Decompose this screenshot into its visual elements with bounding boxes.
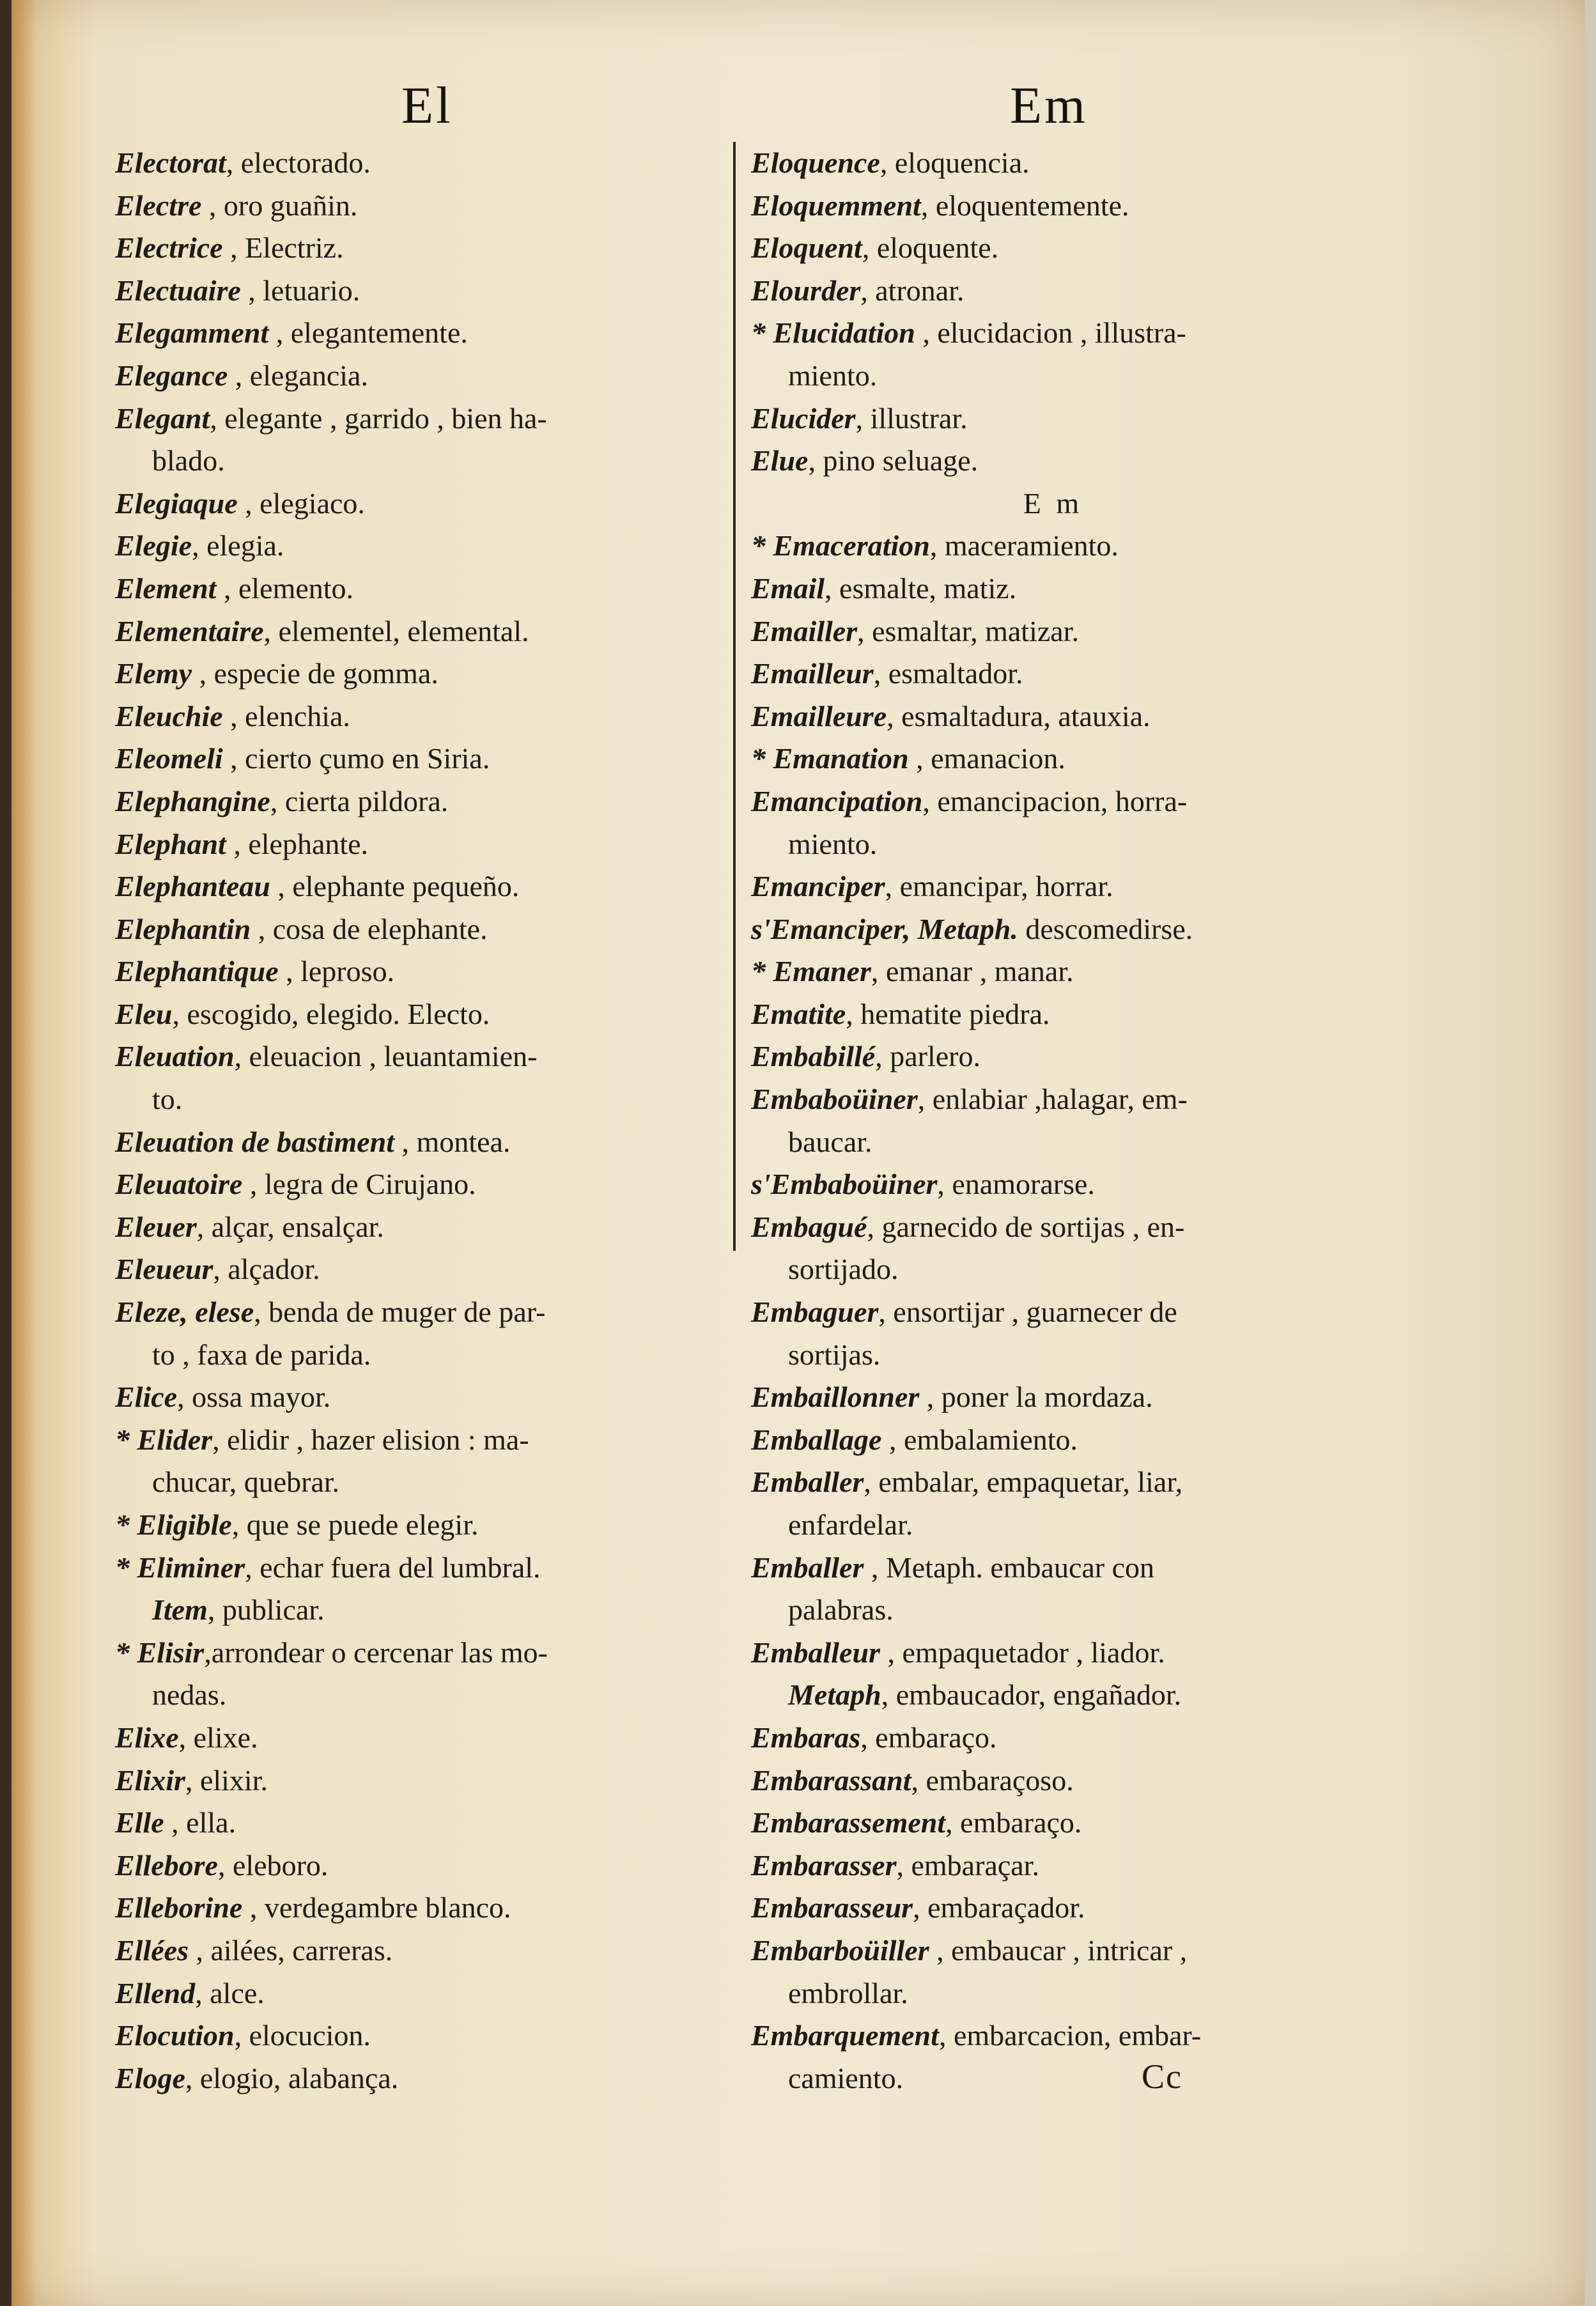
dictionary-entry: [751, 2057, 1355, 2100]
entry-headword: Elephantin: [115, 912, 251, 945]
entry-definition: , ossa mayor.: [177, 1381, 331, 1414]
dictionary-entry: [115, 568, 719, 610]
dictionary-entry: [115, 993, 719, 1036]
dictionary-entry: [115, 1291, 719, 1334]
dictionary-entry: [115, 1376, 719, 1419]
entry-headword: Electorat: [115, 146, 226, 179]
dictionary-entry: [115, 1632, 719, 1675]
dictionary-entry: [751, 1674, 1355, 1717]
entry-definition: , que se puede elegir.: [231, 1508, 479, 1541]
entry-headword: Embabillé: [751, 1040, 876, 1073]
dictionary-entry: [751, 1121, 1355, 1164]
entry-headword: Elephanteau: [115, 870, 270, 903]
entry-definition: , benda de muger de par-: [254, 1296, 546, 1329]
entry-definition: , embarcacion, embar-: [938, 2019, 1202, 2052]
dictionary-entry: [751, 568, 1355, 610]
entry-definition: , elephante.: [226, 827, 369, 860]
entry-headword: Eloquence: [751, 146, 880, 179]
entry-definition: , especie de gomma.: [192, 657, 438, 690]
dictionary-entry: [751, 653, 1355, 695]
entry-definition: sortijas.: [788, 1338, 881, 1371]
dictionary-entry: [751, 398, 1355, 440]
dictionary-entry: [751, 1504, 1355, 1547]
entry-definition: , elegantemente.: [268, 316, 468, 350]
entry-headword: Elegance: [115, 359, 228, 392]
entry-definition: , elementel, elemental.: [263, 614, 529, 647]
dictionary-entry: [751, 865, 1355, 908]
entry-definition: , publicar.: [207, 1593, 325, 1627]
entry-definition: , emancipacion, horra-: [922, 784, 1188, 817]
dictionary-entry: [115, 1845, 719, 1887]
entry-definition: , enlabiar ,halagar, em-: [917, 1083, 1188, 1116]
left-column: [115, 142, 719, 2100]
entry-headword: Eleomeli: [115, 742, 223, 775]
dictionary-entry: [751, 1078, 1355, 1121]
dictionary-entry: [115, 142, 719, 185]
entry-definition: , parlero.: [875, 1040, 980, 1073]
entry-headword: Eleuchie: [115, 699, 223, 732]
entry-headword: Emballeur: [751, 1636, 880, 1669]
dictionary-entry: [751, 1461, 1355, 1504]
entry-headword: Emailleur: [751, 657, 874, 690]
entry-definition: , elucidacion , illustra-: [915, 316, 1186, 350]
entry-definition: , garnecido de sortijas , en-: [867, 1210, 1185, 1243]
entry-definition: , Electriz.: [222, 231, 344, 265]
entry-definition: , esmaltar, matizar.: [857, 614, 1079, 647]
section-heading-text: E m: [1023, 486, 1083, 520]
entry-definition: , embaraço.: [945, 1806, 1082, 1839]
dictionary-entry: [115, 950, 719, 993]
entry-headword: Eloquent: [751, 231, 862, 265]
entry-headword: Emailleure: [751, 699, 887, 732]
entry-definition: baucar.: [788, 1125, 872, 1158]
dictionary-entry: [751, 695, 1355, 738]
dictionary-entry: [115, 1035, 719, 1078]
dictionary-entry: [115, 398, 719, 440]
entry-definition: , elegante , garrido , bien ha-: [210, 401, 547, 435]
entry-headword: Embaillonner: [751, 1381, 920, 1414]
entry-definition: , embaucador, engañador.: [881, 1678, 1182, 1712]
entry-headword: Emailler: [751, 614, 858, 647]
entry-definition: , elogio, alabança.: [185, 2061, 399, 2094]
dictionary-entry: [115, 780, 719, 823]
dictionary-entry: [751, 1589, 1355, 1632]
entry-headword: Elixe: [115, 1721, 179, 1754]
entry-definition: , embalar, empaquetar, liar,: [864, 1466, 1183, 1499]
dictionary-entry: [115, 1930, 719, 1972]
dictionary-entry: [751, 1291, 1355, 1334]
entry-headword: * Emanation: [751, 742, 909, 775]
entry-headword: * Emaceration: [751, 529, 930, 562]
entry-definition: , emanacion.: [908, 742, 1065, 775]
entry-headword: Eleuation: [115, 1040, 235, 1073]
dictionary-entry: [115, 440, 719, 483]
entry-headword: Elegamment: [115, 316, 269, 350]
dictionary-entry: [115, 1334, 719, 1377]
entry-definition: , elenchia.: [222, 699, 350, 732]
entry-definition: , embaraçoso.: [911, 1763, 1074, 1797]
entry-definition: , alçar, ensalçar.: [196, 1210, 384, 1243]
entry-definition: , elegancia.: [228, 359, 368, 392]
entry-headword: Elementaire: [115, 614, 264, 647]
entry-definition: , montea.: [394, 1125, 511, 1158]
entry-definition: , pino seluage.: [808, 444, 979, 477]
dictionary-entry: [751, 1248, 1355, 1291]
entry-headword: Electre: [115, 189, 202, 222]
dictionary-entry: [115, 1504, 719, 1547]
entry-headword: * Eliminer: [115, 1551, 245, 1584]
entry-headword: Emballage: [751, 1423, 882, 1456]
dictionary-entry: [751, 610, 1355, 653]
entry-definition: , alce.: [195, 1976, 265, 2009]
entry-headword: * Emaner: [751, 955, 871, 988]
entry-definition: enfardelar.: [788, 1508, 913, 1541]
entry-headword: Elourder: [751, 274, 861, 307]
entry-definition: , eleboro.: [217, 1848, 329, 1882]
entry-headword: Emanciper: [751, 870, 885, 903]
entry-headword: Electuaire: [115, 274, 241, 307]
entry-headword: Eloge: [115, 2061, 185, 2094]
dictionary-entry: [115, 1163, 719, 1206]
entry-headword: Elice: [115, 1381, 178, 1414]
entry-headword: * Eligible: [115, 1508, 232, 1541]
entry-headword: Elemy: [115, 657, 192, 690]
entry-definition: , Metaph. embaucar con: [864, 1551, 1155, 1584]
dictionary-entry: [751, 908, 1355, 951]
entry-definition: , elocucion.: [234, 2019, 371, 2052]
entry-headword: * Elisir: [115, 1636, 205, 1669]
entry-definition: , embaraçador.: [913, 1891, 1085, 1924]
entry-definition: camiento.: [788, 2061, 904, 2094]
dictionary-entry: [751, 1717, 1355, 1760]
dictionary-entry: [115, 312, 719, 355]
dictionary-entry: [751, 1972, 1355, 2015]
dictionary-entry: [115, 1461, 719, 1504]
dictionary-entry: [115, 1760, 719, 1802]
entry-definition: , elixir.: [185, 1763, 268, 1797]
entry-definition: , echar fuera del lumbral.: [245, 1551, 541, 1584]
running-head-right: Em: [1010, 76, 1088, 134]
section-heading: [751, 483, 1355, 525]
entry-definition: ,arrondear o cercenar las mo-: [204, 1636, 548, 1669]
entry-definition: , leproso.: [278, 955, 395, 988]
dictionary-entry: [751, 1802, 1355, 1845]
entry-headword: Elle: [115, 1806, 164, 1839]
entry-headword: Emancipation: [751, 784, 923, 817]
entry-definition: , elephante pequeño.: [270, 870, 520, 903]
dictionary-entry: [115, 227, 719, 270]
right-column: [751, 142, 1355, 2100]
dictionary-entry: [115, 1547, 719, 1590]
entry-definition: , electorado.: [226, 146, 371, 179]
entry-definition: sortijado.: [788, 1253, 899, 1286]
entry-definition: , ailées, carreras.: [188, 1933, 393, 1967]
entry-headword: Element: [115, 571, 217, 605]
dictionary-entry: [751, 312, 1355, 355]
entry-definition: , alçador.: [213, 1253, 320, 1286]
entry-headword: Ellend: [115, 1976, 196, 2009]
entry-definition: , emancipar, horrar.: [885, 870, 1113, 903]
entry-definition: , escogido, elegido. Electo.: [172, 997, 490, 1030]
entry-headword: Elephantique: [115, 955, 279, 988]
dictionary-entry: [115, 610, 719, 653]
entry-definition: to , faxa de parida.: [152, 1338, 371, 1371]
entry-definition: , legra de Cirujano.: [242, 1168, 476, 1201]
dictionary-entry: [751, 1035, 1355, 1078]
entry-definition: , esmaltadura, atauxia.: [887, 699, 1151, 732]
entry-headword: Eloquemment: [751, 189, 921, 222]
entry-headword: Embarboüiller: [751, 1933, 929, 1967]
dictionary-entry: [115, 270, 719, 313]
entry-headword: Emballer: [751, 1551, 864, 1584]
dictionary-entry: [751, 950, 1355, 993]
entry-definition: , eloquente.: [862, 231, 999, 265]
entry-definition: , verdegambre blanco.: [242, 1891, 511, 1924]
column-divider: [733, 142, 736, 1251]
dictionary-entry: [751, 1887, 1355, 1930]
entry-headword: Eleu: [115, 997, 173, 1030]
entry-definition: , elidir , hazer elision : ma-: [212, 1423, 529, 1456]
dictionary-entry: [751, 185, 1355, 228]
entry-definition: , letuario.: [240, 274, 360, 307]
entry-headword: Eleuatoire: [115, 1168, 243, 1201]
entry-headword: Elleborine: [115, 1891, 243, 1924]
entry-headword: s'Embaboüiner: [751, 1168, 938, 1201]
entry-definition: , illustrar.: [855, 401, 968, 435]
dictionary-entry: [751, 1930, 1355, 1972]
dictionary-entry: [115, 525, 719, 568]
dictionary-entry: [751, 1163, 1355, 1206]
entry-headword: Emballer: [751, 1466, 864, 1499]
entry-headword: Embarassant: [751, 1763, 911, 1797]
entry-headword: Metaph: [788, 1678, 881, 1712]
dictionary-entry: [115, 185, 719, 228]
entry-headword: Embarquement: [751, 2019, 939, 2052]
entry-definition: , embaraço.: [860, 1721, 997, 1754]
entry-headword: Embarasser: [751, 1848, 897, 1882]
entry-headword: * Elider: [115, 1423, 213, 1456]
dictionary-entry: [115, 1206, 719, 1249]
dictionary-entry: [115, 1674, 719, 1717]
dictionary-entry: [115, 1589, 719, 1632]
dictionary-entry: [751, 355, 1355, 398]
entry-headword: Email: [751, 571, 825, 605]
dictionary-entry: [751, 227, 1355, 270]
running-head-left: El: [401, 76, 453, 134]
entry-definition: , embaucar , intricar ,: [929, 1933, 1188, 1967]
entry-headword: Eleuer: [115, 1210, 197, 1243]
dictionary-entry: [115, 1078, 719, 1121]
entry-definition: , atronar.: [860, 274, 965, 307]
dictionary-entry: [751, 1419, 1355, 1462]
dictionary-entry: [751, 1760, 1355, 1802]
dictionary-entry: [751, 270, 1355, 313]
entry-headword: Electrice: [115, 231, 223, 265]
dictionary-entry: [115, 738, 719, 780]
dictionary-entry: [751, 823, 1355, 866]
entry-headword: Embarasseur: [751, 1891, 913, 1924]
entry-headword: s'Emanciper, Metaph.: [751, 912, 1018, 945]
entry-definition: blado.: [152, 444, 225, 477]
entry-headword: Elue: [751, 444, 809, 477]
entry-headword: Ellées: [115, 1933, 189, 1967]
dictionary-entry: [115, 1972, 719, 2015]
entry-headword: Elegie: [115, 529, 192, 562]
entry-definition: palabras.: [788, 1593, 894, 1627]
entry-headword: Elephant: [115, 827, 226, 860]
dictionary-entry: [751, 1632, 1355, 1675]
dictionary-entry: [751, 1376, 1355, 1419]
entry-definition: chucar, quebrar.: [152, 1466, 340, 1499]
entry-definition: , elemento.: [216, 571, 354, 605]
entry-definition: , eleuacion , leuantamien-: [234, 1040, 538, 1073]
dictionary-entry: [115, 653, 719, 695]
entry-headword: Embaras: [751, 1721, 861, 1754]
entry-definition: , embalamiento.: [881, 1423, 1078, 1456]
entry-headword: Eleuation de bastiment: [115, 1125, 395, 1158]
entry-definition: , eloquencia.: [879, 146, 1030, 179]
entry-definition: to.: [152, 1083, 183, 1116]
dictionary-entry: [115, 908, 719, 951]
entry-headword: Elixir: [115, 1763, 185, 1797]
dictionary-entry: [751, 738, 1355, 780]
dictionary-entry: [115, 2015, 719, 2057]
binding-edge: [0, 0, 12, 2306]
entry-definition: , emanar , manar.: [871, 955, 1074, 988]
entry-definition: miento.: [788, 359, 878, 392]
entry-definition: , ella.: [164, 1806, 236, 1839]
dictionary-entry: [751, 780, 1355, 823]
entry-definition: , empaquetador , liador.: [879, 1636, 1165, 1669]
dictionary-entry: [751, 525, 1355, 568]
signature-mark: Cc: [1142, 2057, 1182, 2096]
entry-definition: , eloquentemente.: [920, 189, 1129, 222]
entry-headword: Embaguer: [751, 1296, 879, 1329]
dictionary-entry: [115, 1717, 719, 1760]
entry-headword: Embagué: [751, 1210, 867, 1243]
entry-definition: , cierto çumo en Siria.: [222, 742, 490, 775]
entry-definition: , elixe.: [178, 1721, 258, 1754]
entry-definition: , embaraçar.: [896, 1848, 1039, 1882]
entry-definition: miento.: [788, 827, 878, 860]
entry-headword: Item: [152, 1593, 208, 1627]
entry-definition: descomedirse.: [1018, 912, 1193, 945]
dictionary-entry: [751, 1547, 1355, 1590]
entry-definition: nedas.: [152, 1678, 227, 1712]
entry-headword: Elegiaque: [115, 486, 238, 520]
entry-headword: Embarassement: [751, 1806, 946, 1839]
dictionary-entry: [751, 993, 1355, 1036]
entry-headword: Elucider: [751, 401, 856, 435]
entry-headword: Elocution: [115, 2019, 235, 2052]
dictionary-entry: [115, 1248, 719, 1291]
dictionary-entry: [115, 1802, 719, 1845]
dictionary-entry: [115, 1121, 719, 1164]
entry-definition: , esmalte, matiz.: [825, 571, 1017, 605]
entry-definition: , oro guañin.: [201, 189, 358, 222]
dictionary-entry: [115, 2057, 719, 2100]
entry-definition: , cierta pildora.: [270, 784, 449, 817]
entry-definition: embrollar.: [788, 1976, 908, 2009]
entry-definition: , enamorarse.: [937, 1168, 1095, 1201]
dictionary-entry: [115, 865, 719, 908]
entry-definition: , hematite piedra.: [846, 997, 1050, 1030]
entry-definition: , cosa de elephante.: [251, 912, 488, 945]
entry-headword: Elephangine: [115, 784, 270, 817]
dictionary-entry: [751, 440, 1355, 483]
dictionary-entry: [751, 1206, 1355, 1249]
dictionary-entry: [115, 823, 719, 866]
dictionary-entry: [751, 2015, 1355, 2057]
entry-headword: Ellebore: [115, 1848, 218, 1882]
entry-definition: , maceramiento.: [929, 529, 1119, 562]
entry-definition: , ensortijar , guarnecer de: [878, 1296, 1177, 1329]
entry-headword: Elegant: [115, 401, 210, 435]
dictionary-entry: [751, 1845, 1355, 1887]
dictionary-entry: [115, 483, 719, 525]
dictionary-entry: [115, 695, 719, 738]
dictionary-entry: [751, 142, 1355, 185]
entry-headword: Ematite: [751, 997, 846, 1030]
entry-definition: , elegiaco.: [237, 486, 365, 520]
entry-headword: Embaboüiner: [751, 1083, 918, 1116]
entry-headword: Eleueur: [115, 1253, 213, 1286]
dictionary-entry: [115, 1887, 719, 1930]
entry-definition: , poner la mordaza.: [919, 1381, 1153, 1414]
dictionary-entry: [751, 1334, 1355, 1377]
entry-headword: Eleze, elese: [115, 1296, 254, 1329]
dictionary-entry: [115, 355, 719, 398]
entry-definition: , elegia.: [192, 529, 284, 562]
entry-definition: , esmaltador.: [873, 657, 1023, 690]
dictionary-entry: [115, 1419, 719, 1462]
entry-headword: * Elucidation: [751, 316, 915, 350]
